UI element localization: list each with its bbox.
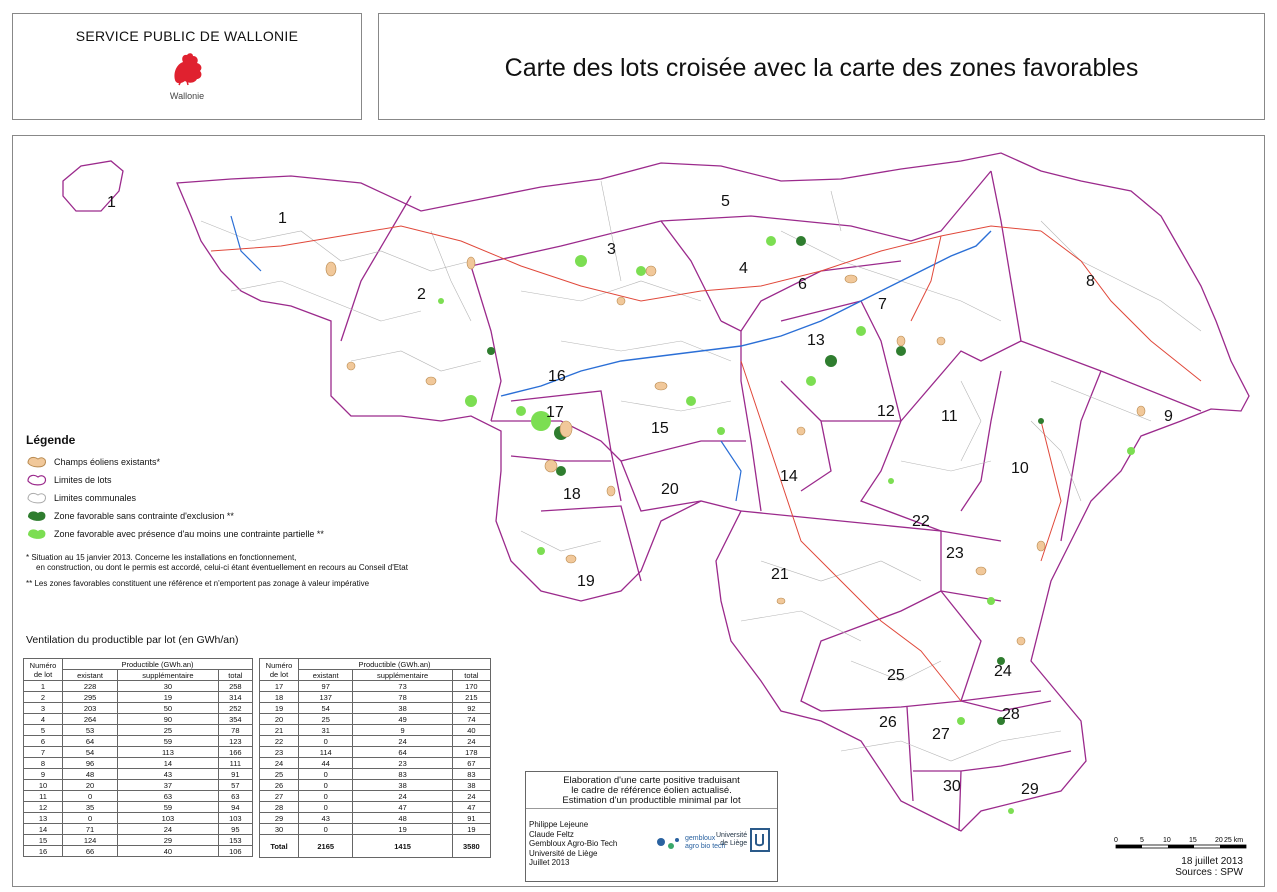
cell-existant: 0 bbox=[299, 736, 353, 747]
cell-existant: 71 bbox=[63, 824, 118, 835]
lot-label-19: 19 bbox=[577, 573, 595, 590]
table-row bbox=[24, 835, 253, 846]
table-row bbox=[260, 681, 491, 692]
cell-lot: 7 bbox=[24, 747, 63, 758]
table-row bbox=[260, 736, 491, 747]
cell-lot: 17 bbox=[260, 681, 299, 692]
col-lot-header: Numéro de lot bbox=[260, 659, 299, 681]
col-lot-header: Numéro de lot bbox=[24, 659, 63, 681]
cell-total: 103 bbox=[218, 813, 252, 824]
cell-total: 91 bbox=[218, 769, 252, 780]
cell-supp: 19 bbox=[118, 692, 219, 703]
cell-supp: 73 bbox=[353, 681, 452, 692]
cell-supp: 23 bbox=[353, 758, 452, 769]
table-row bbox=[24, 758, 253, 769]
cell-existant: 44 bbox=[299, 758, 353, 769]
ulg-logo-icon bbox=[749, 827, 771, 853]
col-group-header: Productible (GWh.an) bbox=[63, 659, 253, 670]
legend-label-zone-dark: Zone favorable sans contrainte d'exclusion ** bbox=[54, 511, 234, 521]
cell-total: 91 bbox=[452, 813, 490, 824]
table-row bbox=[24, 813, 253, 824]
cell-existant: 0 bbox=[299, 824, 353, 835]
cell-supp: 83 bbox=[353, 769, 452, 780]
scale-tick-5: 5 bbox=[1140, 837, 1144, 844]
cell-existant: 0 bbox=[299, 802, 353, 813]
table-row bbox=[24, 747, 253, 758]
cell-existant: 0 bbox=[63, 813, 118, 824]
cell-supp: 78 bbox=[353, 692, 452, 703]
table-row bbox=[260, 791, 491, 802]
cell-lot: 24 bbox=[260, 758, 299, 769]
cell-total: 106 bbox=[218, 846, 252, 857]
legend-note-2: ** Les zones favorables constituent une référence et n'emportent pas zonage à valeur impérative bbox=[26, 579, 370, 588]
cell-total: 178 bbox=[452, 747, 490, 758]
cell-total: 258 bbox=[218, 681, 252, 692]
table-row bbox=[24, 703, 253, 714]
cell-existant: 25 bbox=[299, 714, 353, 725]
scale-tick-25: 25 km bbox=[1224, 837, 1244, 844]
cell-lot: 5 bbox=[24, 725, 63, 736]
table-row bbox=[260, 703, 491, 714]
lot-label-7: 7 bbox=[878, 296, 887, 313]
cell-total: 67 bbox=[452, 758, 490, 769]
col-total-header: total bbox=[218, 670, 252, 681]
cell-lot: 28 bbox=[260, 802, 299, 813]
cell-supp: 19 bbox=[353, 824, 452, 835]
table-row bbox=[260, 824, 491, 835]
ventilation-title: Ventilation du productible par lot (en GWh/an) bbox=[26, 634, 239, 646]
ulg-logo-line-2: de Liège bbox=[720, 840, 748, 847]
cell-existant: 54 bbox=[299, 703, 353, 714]
cell-total: 47 bbox=[452, 802, 490, 813]
table-row bbox=[24, 791, 253, 802]
col-group-header: Productible (GWh.an) bbox=[299, 659, 491, 670]
cell-lot: 30 bbox=[260, 824, 299, 835]
table-row bbox=[260, 802, 491, 813]
cell-supp: 30 bbox=[118, 681, 219, 692]
col-supp-header: supplémentaire bbox=[353, 670, 452, 681]
table-row bbox=[260, 758, 491, 769]
gembloux-logo-line-2: agro bio tech bbox=[684, 843, 726, 850]
credit-line-3: Estimation d'un productible minimal par lot bbox=[562, 795, 741, 806]
scale-tick-0: 0 bbox=[1114, 837, 1118, 844]
lot-label-12: 12 bbox=[877, 403, 895, 420]
cell-supp: 103 bbox=[118, 813, 219, 824]
cell-total: 123 bbox=[218, 736, 252, 747]
cell-lot: 14 bbox=[24, 824, 63, 835]
col-total-header: total bbox=[452, 670, 490, 681]
cell-supp: 113 bbox=[118, 747, 219, 758]
cell-existant: 20 bbox=[63, 780, 118, 791]
lot-label-28: 28 bbox=[1002, 706, 1020, 723]
cell-lot: 20 bbox=[260, 714, 299, 725]
lot-label-25: 25 bbox=[887, 667, 905, 684]
ulg-logo-line-1: Université bbox=[716, 832, 748, 839]
lot-label-23: 23 bbox=[946, 545, 964, 562]
credit-name: Juillet 2013 bbox=[529, 858, 570, 867]
lot-label-21: 21 bbox=[771, 566, 789, 583]
total-existant: 2165 bbox=[299, 835, 353, 858]
cell-total: 215 bbox=[452, 692, 490, 703]
credit-name: Philippe Lejeune bbox=[529, 820, 589, 829]
cell-lot: 9 bbox=[24, 769, 63, 780]
zone-dark-icon bbox=[26, 509, 48, 523]
cell-supp: 50 bbox=[118, 703, 219, 714]
lot-label-1-enclave: 1 bbox=[107, 194, 116, 211]
cell-existant: 137 bbox=[299, 692, 353, 703]
table-row bbox=[24, 780, 253, 791]
legend-label-wind-farm: Champs éoliens existants* bbox=[54, 457, 161, 467]
lot-label-5: 5 bbox=[721, 193, 730, 210]
table-row bbox=[260, 725, 491, 736]
lot-label-24: 24 bbox=[994, 663, 1012, 680]
legend-label-zone-light: Zone favorable avec présence d'au moins une contrainte partielle ** bbox=[54, 529, 324, 539]
legend-item-commune-limit bbox=[26, 489, 506, 507]
scale-tick-15: 15 bbox=[1189, 837, 1197, 844]
credit-name: Gembloux Agro-Bio Tech bbox=[529, 839, 618, 848]
lot-label-2: 2 bbox=[417, 286, 426, 303]
zone-light-icon bbox=[26, 527, 48, 541]
cell-total: 19 bbox=[452, 824, 490, 835]
credit-heading bbox=[526, 772, 777, 809]
legend-note-1-line-2: en construction, ou dont le permis est accordé, celui-ci étant éventuellement en recours au Conseil d'Etat bbox=[36, 563, 408, 572]
cell-supp: 43 bbox=[118, 769, 219, 780]
cell-existant: 43 bbox=[299, 813, 353, 824]
cell-total: 95 bbox=[218, 824, 252, 835]
cell-total: 40 bbox=[452, 725, 490, 736]
table-row bbox=[260, 813, 491, 824]
cell-lot: 26 bbox=[260, 780, 299, 791]
cell-total: 252 bbox=[218, 703, 252, 714]
col-existant-header: existant bbox=[63, 670, 118, 681]
ventilation-table-a bbox=[23, 658, 253, 857]
legend-item-zone-light bbox=[26, 525, 506, 543]
scale-bar bbox=[1112, 834, 1252, 854]
lot-label-6: 6 bbox=[798, 276, 807, 293]
cell-supp: 47 bbox=[353, 802, 452, 813]
lot-label-4: 4 bbox=[739, 260, 748, 277]
lot-label-11: 11 bbox=[941, 408, 958, 425]
cell-existant: 31 bbox=[299, 725, 353, 736]
credit-box bbox=[525, 771, 778, 882]
credit-names bbox=[529, 820, 617, 868]
lot-label-16: 16 bbox=[548, 368, 566, 385]
cell-existant: 48 bbox=[63, 769, 118, 780]
legend-label-lot-limit: Limites de lots bbox=[54, 475, 112, 485]
lot-label-8: 8 bbox=[1086, 273, 1095, 290]
cell-total: 92 bbox=[452, 703, 490, 714]
cell-existant: 0 bbox=[299, 791, 353, 802]
cell-lot: 12 bbox=[24, 802, 63, 813]
lot-label-29: 29 bbox=[1021, 781, 1039, 798]
lot-label-17: 17 bbox=[546, 404, 564, 421]
legend-item-lot-limit bbox=[26, 471, 506, 489]
cell-lot: 23 bbox=[260, 747, 299, 758]
cell-supp: 90 bbox=[118, 714, 219, 725]
cell-existant: 97 bbox=[299, 681, 353, 692]
cell-lot: 15 bbox=[24, 835, 63, 846]
gembloux-logo-icon bbox=[653, 834, 683, 852]
cell-supp: 49 bbox=[353, 714, 452, 725]
table-row bbox=[24, 725, 253, 736]
table-row bbox=[260, 747, 491, 758]
cell-supp: 29 bbox=[118, 835, 219, 846]
table-row bbox=[260, 692, 491, 703]
cell-existant: 0 bbox=[299, 780, 353, 791]
map-date: 18 juillet 2013 bbox=[1181, 856, 1243, 867]
commune-limit-icon bbox=[26, 491, 48, 505]
legend-note-1-line-1: * Situation au 15 janvier 2013. Concerne les installations en fonctionnement, bbox=[26, 553, 297, 562]
cell-total: 74 bbox=[452, 714, 490, 725]
cell-existant: 35 bbox=[63, 802, 118, 813]
cell-existant: 203 bbox=[63, 703, 118, 714]
cell-total: 83 bbox=[452, 769, 490, 780]
cell-lot: 21 bbox=[260, 725, 299, 736]
legend-notes bbox=[26, 553, 506, 589]
cell-supp: 59 bbox=[118, 802, 219, 813]
cell-total: 24 bbox=[452, 736, 490, 747]
cell-total: 94 bbox=[218, 802, 252, 813]
cell-existant: 54 bbox=[63, 747, 118, 758]
org-name: SERVICE PUBLIC DE WALLONIE bbox=[75, 28, 299, 44]
cell-total: 354 bbox=[218, 714, 252, 725]
cell-supp: 38 bbox=[353, 703, 452, 714]
total-total: 3580 bbox=[452, 835, 490, 858]
cell-lot: 3 bbox=[24, 703, 63, 714]
credit-name: Claude Feltz bbox=[529, 829, 574, 839]
cell-lot: 13 bbox=[24, 813, 63, 824]
footer-date bbox=[1175, 856, 1243, 878]
cell-total: 111 bbox=[218, 758, 252, 769]
total-label: Total bbox=[260, 835, 299, 858]
cell-lot: 8 bbox=[24, 758, 63, 769]
lot-label-30: 30 bbox=[943, 778, 961, 795]
cell-lot: 22 bbox=[260, 736, 299, 747]
cell-lot: 19 bbox=[260, 703, 299, 714]
lot-label-13: 13 bbox=[807, 332, 825, 349]
total-supp: 1415 bbox=[353, 835, 452, 858]
map-title: Carte des lots croisée avec la carte des zones favorables bbox=[504, 54, 1139, 82]
cell-lot: 16 bbox=[24, 846, 63, 857]
header-title-panel bbox=[378, 13, 1265, 120]
cell-existant: 228 bbox=[63, 681, 118, 692]
credit-line-1: Elaboration d'une carte positive traduisant bbox=[563, 775, 740, 786]
cell-existant: 0 bbox=[63, 791, 118, 802]
cell-existant: 114 bbox=[299, 747, 353, 758]
cell-supp: 64 bbox=[353, 747, 452, 758]
header-logo-panel bbox=[12, 13, 362, 120]
legend-item-zone-dark bbox=[26, 507, 506, 525]
cell-lot: 6 bbox=[24, 736, 63, 747]
table-row bbox=[260, 714, 491, 725]
cell-lot: 10 bbox=[24, 780, 63, 791]
table-row bbox=[24, 824, 253, 835]
cell-existant: 264 bbox=[63, 714, 118, 725]
cell-total: 170 bbox=[452, 681, 490, 692]
cell-supp: 48 bbox=[353, 813, 452, 824]
lot-label-15: 15 bbox=[651, 420, 669, 437]
cell-supp: 24 bbox=[118, 824, 219, 835]
cell-supp: 40 bbox=[118, 846, 219, 857]
table-row bbox=[24, 769, 253, 780]
cell-total: 24 bbox=[452, 791, 490, 802]
cell-existant: 66 bbox=[63, 846, 118, 857]
cell-existant: 124 bbox=[63, 835, 118, 846]
credit-line-2: le cadre de référence éolien actualisé. bbox=[571, 785, 732, 796]
col-supp-header: supplémentaire bbox=[118, 670, 219, 681]
cell-lot: 1 bbox=[24, 681, 63, 692]
cell-supp: 24 bbox=[353, 736, 452, 747]
cell-total: 153 bbox=[218, 835, 252, 846]
lot-label-18: 18 bbox=[563, 486, 581, 503]
cell-existant: 295 bbox=[63, 692, 118, 703]
scale-tick-10: 10 bbox=[1163, 837, 1171, 844]
lot-label-1: 1 bbox=[278, 210, 287, 227]
cell-lot: 2 bbox=[24, 692, 63, 703]
cell-total: 63 bbox=[218, 791, 252, 802]
cell-total: 314 bbox=[218, 692, 252, 703]
cell-lot: 27 bbox=[260, 791, 299, 802]
cell-total: 57 bbox=[218, 780, 252, 791]
table-row bbox=[24, 681, 253, 692]
cell-supp: 25 bbox=[118, 725, 219, 736]
cell-supp: 59 bbox=[118, 736, 219, 747]
gembloux-logo bbox=[653, 834, 725, 852]
table-row bbox=[24, 846, 253, 857]
legend-title: Légende bbox=[26, 433, 76, 447]
cell-supp: 38 bbox=[353, 780, 452, 791]
cell-supp: 63 bbox=[118, 791, 219, 802]
total-row bbox=[260, 835, 491, 858]
cell-supp: 9 bbox=[353, 725, 452, 736]
legend-label-commune-limit: Limites communales bbox=[54, 493, 137, 503]
gembloux-logo-line-1: gembloux bbox=[684, 835, 716, 842]
cell-lot: 4 bbox=[24, 714, 63, 725]
cell-supp: 37 bbox=[118, 780, 219, 791]
ventilation-table-b bbox=[259, 658, 491, 858]
wind-farm-icon bbox=[26, 455, 48, 469]
wallonia-rooster-icon bbox=[167, 50, 207, 86]
table-row bbox=[24, 736, 253, 747]
cell-existant: 64 bbox=[63, 736, 118, 747]
table-row bbox=[24, 692, 253, 703]
credit-name: Université de Liège bbox=[529, 848, 598, 858]
cell-total: 38 bbox=[452, 780, 490, 791]
cell-supp: 14 bbox=[118, 758, 219, 769]
legend-item-wind-farm bbox=[26, 453, 506, 471]
cell-lot: 18 bbox=[260, 692, 299, 703]
cell-lot: 29 bbox=[260, 813, 299, 824]
lot-label-22: 22 bbox=[912, 513, 930, 530]
org-sub: Wallonie bbox=[169, 91, 205, 101]
lot-label-20: 20 bbox=[661, 481, 679, 498]
cell-existant: 96 bbox=[63, 758, 118, 769]
cell-lot: 11 bbox=[24, 791, 63, 802]
lot-label-9: 9 bbox=[1164, 408, 1173, 425]
table-row bbox=[24, 714, 253, 725]
lot-label-3: 3 bbox=[607, 241, 616, 258]
col-existant-header: existant bbox=[299, 670, 353, 681]
legend bbox=[26, 433, 506, 595]
lot-label-27: 27 bbox=[932, 726, 950, 743]
lot-label-14: 14 bbox=[780, 468, 798, 485]
lot-label-26: 26 bbox=[879, 714, 897, 731]
lot-limit-icon bbox=[26, 473, 48, 487]
cell-existant: 53 bbox=[63, 725, 118, 736]
lot-label-10: 10 bbox=[1011, 460, 1029, 477]
cell-lot: 25 bbox=[260, 769, 299, 780]
table-row bbox=[24, 802, 253, 813]
cell-supp: 24 bbox=[353, 791, 452, 802]
cell-existant: 0 bbox=[299, 769, 353, 780]
cell-total: 166 bbox=[218, 747, 252, 758]
scale-tick-20: 20 bbox=[1215, 837, 1223, 844]
table-row bbox=[260, 769, 491, 780]
map-sources: Sources : SPW bbox=[1175, 867, 1243, 878]
cell-total: 78 bbox=[218, 725, 252, 736]
table-row bbox=[260, 780, 491, 791]
ulg-logo bbox=[716, 827, 771, 853]
